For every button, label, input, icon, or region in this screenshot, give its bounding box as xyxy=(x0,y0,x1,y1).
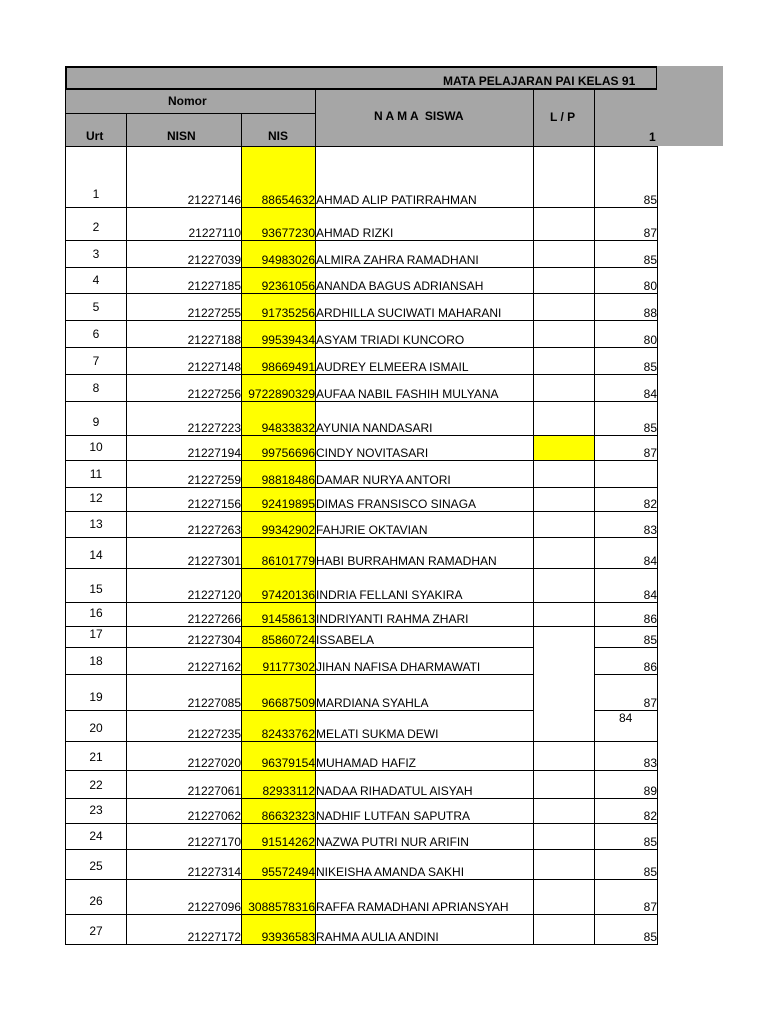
row-urt-label: 26 xyxy=(89,894,103,908)
table-row xyxy=(66,321,658,348)
row-nisn: 21227020 xyxy=(127,742,242,771)
row-nama: AUFAA NABIL FASHIH MULYANA xyxy=(316,375,534,402)
row-lp xyxy=(534,512,595,538)
table-row xyxy=(66,569,658,603)
row-urt-label: 15 xyxy=(89,582,103,596)
row-score: 85 xyxy=(595,147,658,208)
row-lp xyxy=(534,915,595,945)
row-urt-label: 4 xyxy=(92,273,100,287)
row-score: 80 xyxy=(595,321,658,348)
row-nis: 93936583 xyxy=(242,915,316,945)
row-nisn: 21227061 xyxy=(127,771,242,799)
row-nama: AHMAD ALIP PATIRRAHMAN xyxy=(316,147,534,208)
header-lp-label: L / P xyxy=(550,110,576,124)
table-row xyxy=(66,538,658,569)
row-lp xyxy=(534,147,595,208)
sheet-title: MATA PELAJARAN PAI KELAS 91 xyxy=(443,74,636,88)
row-nisn: 21227301 xyxy=(127,538,242,569)
table-row xyxy=(66,375,658,402)
row-urt xyxy=(66,208,127,241)
table-row xyxy=(66,675,658,711)
header-lp xyxy=(533,89,595,147)
row-nama: AUDREY ELMEERA ISMAIL xyxy=(316,348,534,375)
row-score: 87 xyxy=(595,880,658,915)
row-nis: 82933112 xyxy=(242,771,316,799)
header-urt xyxy=(65,113,127,147)
row-score: 87 xyxy=(595,675,658,711)
row-lp xyxy=(534,627,595,648)
row-nisn: 21227304 xyxy=(127,627,242,648)
row-nis: 92361056 xyxy=(242,268,316,294)
table-row xyxy=(66,824,658,850)
row-nis: 92419895 xyxy=(242,488,316,512)
row-urt xyxy=(66,799,127,824)
row-lp xyxy=(534,824,595,850)
row-nisn: 21227062 xyxy=(127,799,242,824)
row-nisn: 21227188 xyxy=(127,321,242,348)
row-nisn: 21227235 xyxy=(127,711,242,742)
row-lp xyxy=(534,648,595,675)
row-score: 85 xyxy=(595,915,658,945)
row-nis: 86632323 xyxy=(242,799,316,824)
row-urt-label: 8 xyxy=(92,381,100,395)
table-row xyxy=(66,603,658,627)
table-row xyxy=(66,771,658,799)
row-nis: 3088578316 xyxy=(242,880,316,915)
row-nis: 91735256 xyxy=(242,294,316,321)
row-lp xyxy=(534,850,595,880)
row-urt-label: 10 xyxy=(89,440,103,454)
row-score: 86 xyxy=(595,648,658,675)
header-nisn xyxy=(126,113,242,147)
row-score: 85 xyxy=(595,824,658,850)
table-row xyxy=(66,348,658,375)
row-nama: AYUNIA NANDASARI xyxy=(316,402,534,436)
header-col-1 xyxy=(594,89,657,147)
row-nis: 86101779 xyxy=(242,538,316,569)
row-nisn: 21227185 xyxy=(127,268,242,294)
row-nama: INDRIYANTI RAHMA ZHARI xyxy=(316,603,534,627)
row-score: 85 xyxy=(595,627,658,648)
row-score: 84 xyxy=(595,711,658,742)
row-score: 82 xyxy=(595,488,658,512)
row-nis: 97420136 xyxy=(242,569,316,603)
row-lp xyxy=(534,880,595,915)
row-nisn: 21227148 xyxy=(127,348,242,375)
table-row xyxy=(66,208,658,241)
row-urt xyxy=(66,627,127,648)
row-nisn: 21227255 xyxy=(127,294,242,321)
row-lp xyxy=(534,321,595,348)
row-score xyxy=(595,461,658,488)
row-urt xyxy=(66,461,127,488)
row-urt-label: 18 xyxy=(89,654,103,668)
row-nis: 91514262 xyxy=(242,824,316,850)
row-nama: MARDIANA SYAHLA xyxy=(316,675,534,711)
row-nama: DIMAS FRANSISCO SINAGA xyxy=(316,488,534,512)
row-nama: ASYAM TRIADI KUNCORO xyxy=(316,321,534,348)
header-nama-label: N A M A SISWA xyxy=(374,109,464,123)
row-nis: 82433762 xyxy=(242,711,316,742)
table-row xyxy=(66,915,658,945)
table-row xyxy=(66,402,658,436)
table-row xyxy=(66,799,658,824)
row-score: 86 xyxy=(595,603,658,627)
row-nama: RAFFA RAMADHANI APRIANSYAH xyxy=(316,880,534,915)
row-lp xyxy=(534,208,595,241)
header-nama xyxy=(315,89,534,147)
row-urt xyxy=(66,321,127,348)
row-urt-label: 14 xyxy=(89,548,103,562)
row-nama: MUHAMAD HAFIZ xyxy=(316,742,534,771)
row-score: 87 xyxy=(595,208,658,241)
row-lp xyxy=(534,375,595,402)
row-urt xyxy=(66,648,127,675)
row-lp xyxy=(534,436,595,461)
row-urt-label: 16 xyxy=(89,606,103,620)
student-table xyxy=(65,146,658,945)
row-urt xyxy=(66,915,127,945)
row-nama: NADHIF LUTFAN SAPUTRA xyxy=(316,799,534,824)
row-nisn: 21227146 xyxy=(127,147,242,208)
header-nis-label: NIS xyxy=(268,129,289,143)
row-urt-label: 13 xyxy=(89,517,103,531)
table-row xyxy=(66,627,658,648)
row-urt-label: 23 xyxy=(89,803,103,817)
row-urt xyxy=(66,742,127,771)
row-nisn: 21227259 xyxy=(127,461,242,488)
header-col-1-label: 1 xyxy=(649,130,656,144)
row-nis: 88654632 xyxy=(242,147,316,208)
row-nis: 85860724 xyxy=(242,627,316,648)
row-lp xyxy=(534,402,595,436)
row-nisn: 21227162 xyxy=(127,648,242,675)
row-lp xyxy=(534,538,595,569)
row-lp xyxy=(534,294,595,321)
table-row xyxy=(66,648,658,675)
row-lp xyxy=(534,569,595,603)
row-nama: ALMIRA ZAHRA RAMADHANI xyxy=(316,241,534,268)
row-urt xyxy=(66,147,127,208)
row-score: 84 xyxy=(595,569,658,603)
row-nis: 9722890329 xyxy=(242,375,316,402)
row-urt-label: 21 xyxy=(89,750,103,764)
row-lp xyxy=(534,799,595,824)
row-nama: JIHAN NAFISA DHARMAWATI xyxy=(316,648,534,675)
header-nis xyxy=(241,113,316,147)
row-score: 87 xyxy=(595,436,658,461)
row-nisn: 21227194 xyxy=(127,436,242,461)
row-urt-label: 24 xyxy=(89,829,103,843)
row-nisn: 21227314 xyxy=(127,850,242,880)
row-score: 83 xyxy=(595,742,658,771)
row-score: 85 xyxy=(595,241,658,268)
row-nis: 93677230 xyxy=(242,208,316,241)
row-nama: HABI BURRAHMAN RAMADHAN xyxy=(316,538,534,569)
row-nis: 99756696 xyxy=(242,436,316,461)
row-nisn: 21227110 xyxy=(127,208,242,241)
row-nisn: 21227266 xyxy=(127,603,242,627)
table-row xyxy=(66,461,658,488)
row-lp xyxy=(534,268,595,294)
row-score: 85 xyxy=(595,348,658,375)
row-score: 84 xyxy=(595,538,658,569)
row-urt-label: 7 xyxy=(92,354,100,368)
row-nis: 94983026 xyxy=(242,241,316,268)
row-urt-label: 2 xyxy=(92,220,100,234)
row-urt xyxy=(66,241,127,268)
row-urt xyxy=(66,675,127,711)
table-row xyxy=(66,512,658,538)
row-nisn: 21227256 xyxy=(127,375,242,402)
row-nis: 98818486 xyxy=(242,461,316,488)
row-nis: 94833832 xyxy=(242,402,316,436)
table-row xyxy=(66,147,658,208)
row-nisn: 21227156 xyxy=(127,488,242,512)
row-lp xyxy=(534,241,595,268)
row-urt-label: 6 xyxy=(92,327,100,341)
row-urt xyxy=(66,268,127,294)
row-urt-label: 12 xyxy=(89,491,103,505)
row-nis: 99539434 xyxy=(242,321,316,348)
table-row xyxy=(66,294,658,321)
row-urt xyxy=(66,375,127,402)
row-nis: 96379154 xyxy=(242,742,316,771)
row-urt xyxy=(66,488,127,512)
row-score: 83 xyxy=(595,512,658,538)
row-nama: ARDHILLA SUCIWATI MAHARANI xyxy=(316,294,534,321)
row-nisn: 21227085 xyxy=(127,675,242,711)
row-nama: NAZWA PUTRI NUR ARIFIN xyxy=(316,824,534,850)
row-nama: NADAA RIHADATUL AISYAH xyxy=(316,771,534,799)
row-nisn: 21227223 xyxy=(127,402,242,436)
row-urt-label: 22 xyxy=(89,778,103,792)
row-score: 82 xyxy=(595,799,658,824)
row-nis: 91458613 xyxy=(242,603,316,627)
row-lp xyxy=(534,348,595,375)
row-nisn: 21227263 xyxy=(127,512,242,538)
row-nama: MELATI SUKMA DEWI xyxy=(316,711,534,742)
row-score: 89 xyxy=(595,771,658,799)
row-urt xyxy=(66,569,127,603)
row-lp xyxy=(534,711,595,742)
row-lp xyxy=(534,603,595,627)
table-row xyxy=(66,711,658,742)
row-nama: ISSABELA xyxy=(316,627,534,648)
row-urt-label: 27 xyxy=(89,924,103,938)
row-nama: ANANDA BAGUS ADRIANSAH xyxy=(316,268,534,294)
row-lp xyxy=(534,675,595,711)
row-urt xyxy=(66,880,127,915)
row-urt xyxy=(66,850,127,880)
header-nisn-label: NISN xyxy=(167,129,196,143)
row-urt xyxy=(66,771,127,799)
row-urt-label: 11 xyxy=(89,467,103,481)
row-urt xyxy=(66,603,127,627)
row-nama: CINDY NOVITASARI xyxy=(316,436,534,461)
row-nama: NIKEISHA AMANDA SAKHI xyxy=(316,850,534,880)
header-gray-band xyxy=(657,66,723,146)
row-score: 85 xyxy=(595,402,658,436)
row-score: 80 xyxy=(595,268,658,294)
row-urt xyxy=(66,402,127,436)
row-urt-label: 20 xyxy=(89,721,103,735)
row-nisn: 21227039 xyxy=(127,241,242,268)
header-urt-label: Urt xyxy=(86,129,104,143)
row-urt-label: 5 xyxy=(92,300,100,314)
row-score: 85 xyxy=(595,850,658,880)
table-row xyxy=(66,436,658,461)
row-lp xyxy=(534,742,595,771)
row-urt xyxy=(66,348,127,375)
row-nisn: 21227120 xyxy=(127,569,242,603)
row-lp xyxy=(534,488,595,512)
row-nis: 96687509 xyxy=(242,675,316,711)
row-urt xyxy=(66,538,127,569)
row-urt xyxy=(66,711,127,742)
row-nis: 95572494 xyxy=(242,850,316,880)
row-nisn: 21227096 xyxy=(127,880,242,915)
table-row xyxy=(66,488,658,512)
row-nama: RAHMA AULIA ANDINI xyxy=(316,915,534,945)
header-nomor xyxy=(65,89,316,114)
row-nama: DAMAR NURYA ANTORI xyxy=(316,461,534,488)
row-urt-label: 19 xyxy=(89,690,103,704)
row-score: 84 xyxy=(595,375,658,402)
row-nis: 98669491 xyxy=(242,348,316,375)
row-nisn: 21227170 xyxy=(127,824,242,850)
row-nis: 99342902 xyxy=(242,512,316,538)
row-nisn: 21227172 xyxy=(127,915,242,945)
row-urt xyxy=(66,512,127,538)
row-urt-label: 25 xyxy=(89,859,103,873)
row-lp xyxy=(534,771,595,799)
table-row xyxy=(66,850,658,880)
row-urt-label: 1 xyxy=(92,187,100,201)
row-nama: INDRIA FELLANI SYAKIRA xyxy=(316,569,534,603)
row-urt xyxy=(66,824,127,850)
header-nomor-label: Nomor xyxy=(168,94,207,108)
row-urt-label: 3 xyxy=(92,247,100,261)
row-urt xyxy=(66,294,127,321)
row-nis: 91177302 xyxy=(242,648,316,675)
row-lp xyxy=(534,461,595,488)
table-row xyxy=(66,880,658,915)
table-row xyxy=(66,268,658,294)
row-urt xyxy=(66,436,127,461)
row-urt-label: 9 xyxy=(92,415,100,429)
row-urt-label: 17 xyxy=(89,627,103,641)
row-nama: AHMAD RIZKI xyxy=(316,208,534,241)
table-row xyxy=(66,241,658,268)
table-row xyxy=(66,742,658,771)
row-nama: FAHJRIE OKTAVIAN xyxy=(316,512,534,538)
row-score: 88 xyxy=(595,294,658,321)
